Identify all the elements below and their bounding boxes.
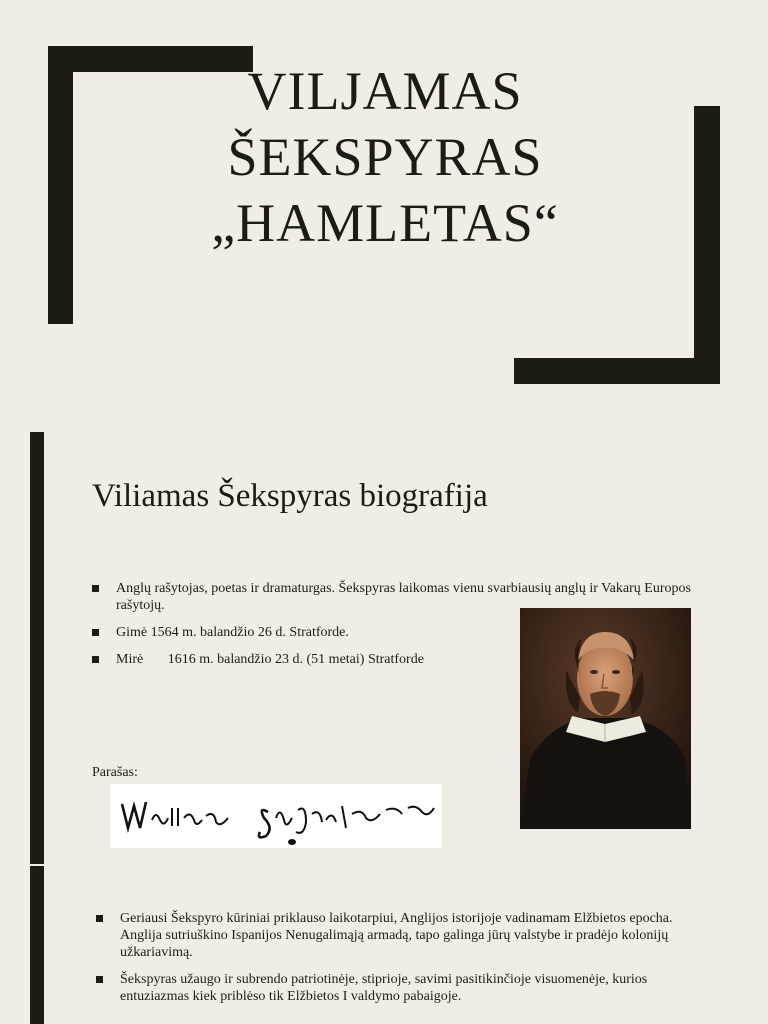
- signature-label: Parašas:: [92, 765, 138, 780]
- list-item: [96, 910, 696, 961]
- shakespeare-portrait: [520, 608, 691, 829]
- accent-bar: [30, 432, 44, 864]
- slide-title: [100, 58, 670, 256]
- list-item-text: Geriausi Šekspyro kūriniai priklauso laikotarpiui, Anglijos istorijoje vadinamam Elžbietos epocha. Anglija sutriuškino Ispanijos Nenugalimąją armadą, tapo galinga jūrų valstybe ir pradėjo kolonijų užkariavimą.: [120, 911, 673, 960]
- bullet-square-icon: [92, 629, 99, 636]
- bullet-square-icon: [92, 585, 99, 592]
- epoch-list: [96, 910, 696, 1015]
- corner-bracket-bottom-right: [514, 358, 720, 384]
- list-item-text: Šekspyras užaugo ir subrendo patriotinėje, stiprioje, savimi pasitikinčioje visuomenėje, kurios entuziazmas kiek priblėso tik Elžbietos I valdymo pabaigoje.: [120, 972, 648, 1004]
- corner-bracket-bottom-right-vertical: [694, 106, 720, 384]
- corner-bracket-top-left-vertical: [48, 46, 73, 324]
- shakespeare-signature-image: [110, 784, 442, 848]
- list-item-text: Gimė 1564 m. balandžio 26 d. Stratforde.: [116, 625, 349, 640]
- accent-bar: [30, 866, 44, 1024]
- list-item: [96, 971, 696, 1005]
- biography-slide: [0, 432, 768, 864]
- title-line-2: ŠEKSPYRAS: [227, 127, 543, 187]
- epoch-slide: [0, 866, 768, 1024]
- list-item-text: Anglų rašytojas, poetas ir dramaturgas. Šekspyras laikomas vienu svarbiausių anglų ir Vakarų Europos rašytojų.: [116, 581, 691, 613]
- list-item-text: Mirė 1616 m. balandžio 23 d. (51 metai) Stratforde: [116, 652, 424, 667]
- bullet-square-icon: [92, 656, 99, 663]
- bullet-square-icon: [96, 915, 103, 922]
- biography-heading: Viliamas Šekspyras biografija: [92, 478, 488, 514]
- title-slide: [0, 0, 768, 430]
- bullet-square-icon: [96, 976, 103, 983]
- title-line-1: VILJAMAS: [247, 61, 523, 121]
- title-line-3: „HAMLETAS“: [211, 193, 559, 253]
